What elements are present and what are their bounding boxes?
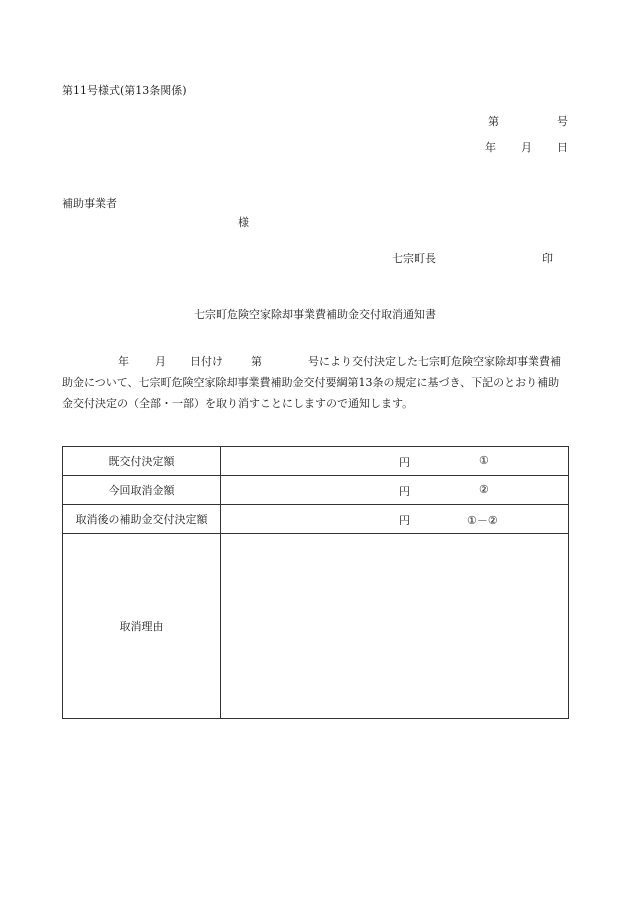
date-year: 年 [485, 141, 496, 154]
row-label: 今回取消金額 [63, 476, 221, 505]
doc-number-go: 号 [557, 115, 568, 128]
amount-marker: ①－② [467, 514, 498, 527]
yen-unit: 円 [399, 456, 410, 469]
row-value [221, 447, 569, 476]
amount-marker: ② [479, 483, 489, 496]
table-row [63, 476, 569, 505]
reason-field[interactable] [221, 534, 569, 719]
issuer-line [392, 250, 553, 266]
table-row [63, 447, 569, 476]
document-number [488, 113, 568, 129]
form-number: 第11号様式(第13条関係) [62, 84, 187, 97]
row-value [221, 505, 569, 534]
body-month: 月 [155, 355, 166, 368]
yen-unit: 円 [399, 514, 410, 527]
recipient-honorific: 様 [238, 216, 249, 229]
document-date [485, 139, 568, 155]
reason-label: 取消理由 [63, 534, 221, 719]
body-dai: 第 [251, 355, 262, 368]
body-main-text: 号により交付決定した七宗町危険空家除却事業費補助金について、七宗町危険空家除却事業費補助金交付要綱第13条の規定に基づき、下記のとおり補助金交付決定の（全部・一部）を取り消すことにしますので通知します。 [62, 355, 561, 410]
table-row-reason [63, 534, 569, 719]
seal-mark: 印 [542, 252, 553, 265]
body-dated: 日付け [190, 355, 223, 368]
body-text [62, 351, 570, 414]
row-label: 既交付決定額 [63, 447, 221, 476]
yen-unit: 円 [399, 485, 410, 498]
date-month: 月 [521, 141, 532, 154]
amount-marker: ① [479, 454, 489, 467]
issuer-name: 七宗町長 [392, 252, 436, 265]
row-label: 取消後の補助金交付決定額 [63, 505, 221, 534]
body-year: 年 [118, 355, 129, 368]
date-day: 日 [557, 141, 568, 154]
document-title: 七宗町危険空家除却事業費補助金交付取消通知書 [194, 308, 436, 321]
recipient-label: 補助事業者 [62, 197, 117, 210]
doc-number-dai: 第 [488, 115, 499, 128]
amount-table [62, 446, 569, 719]
row-value [221, 476, 569, 505]
table-row [63, 505, 569, 534]
